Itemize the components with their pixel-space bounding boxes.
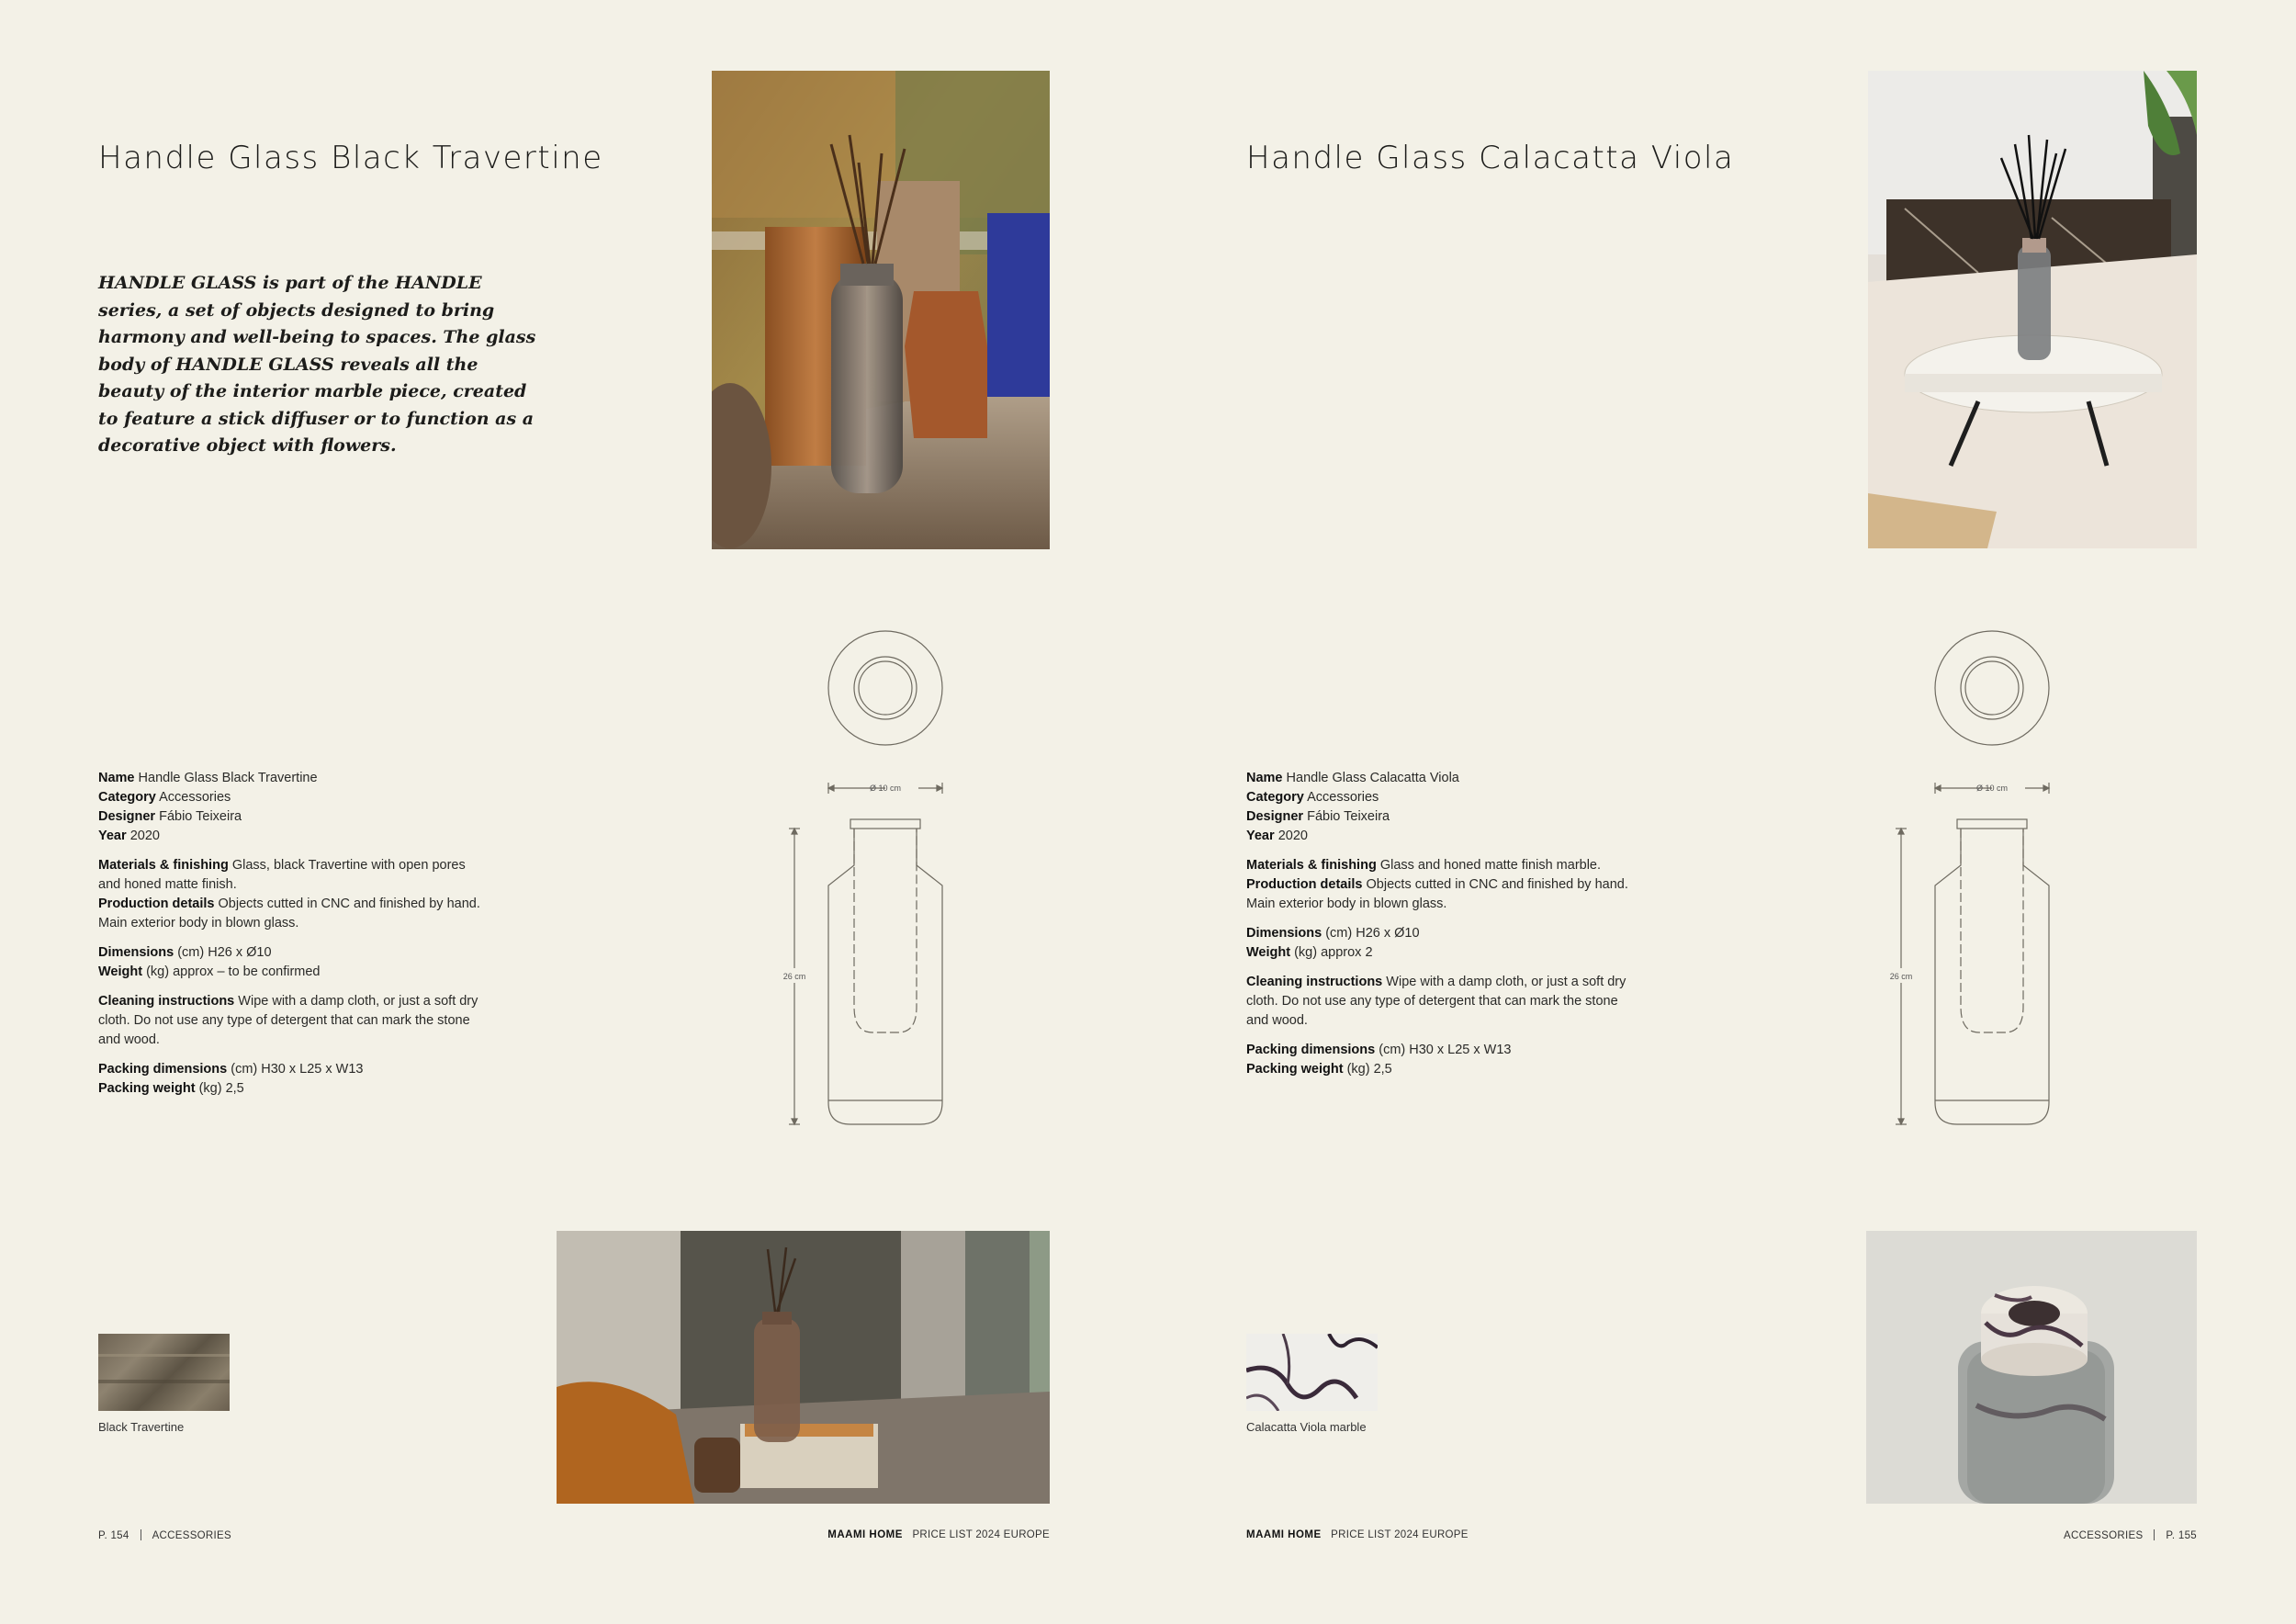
spec-cleaning: Wipe with a damp cloth, or just a soft dry — [238, 994, 478, 1009]
spec-designer: Fábio Teixeira — [1307, 809, 1390, 824]
page-number-left: P. 154 — [98, 1530, 129, 1541]
spec-label: Name — [1246, 771, 1283, 785]
spec-name: Handle Glass Black Travertine — [138, 771, 318, 785]
spec-production-cont: Main exterior body in blown glass. — [1246, 897, 1447, 911]
spec-production: Objects cutted in CNC and finished by hand. — [218, 897, 480, 911]
spec-label: Packing dimensions — [98, 1062, 228, 1077]
spec-label: Year — [98, 829, 127, 843]
spec-materials: Glass and honed matte finish marble. — [1379, 858, 1602, 873]
pricelist-label: PRICE LIST 2024 EUROPE — [1331, 1529, 1469, 1540]
spec-category: Accessories — [159, 790, 231, 805]
height-label: 26 cm — [1889, 972, 1913, 981]
spec-label: Weight — [98, 964, 143, 979]
pricelist-label: PRICE LIST 2024 EUROPE — [912, 1529, 1050, 1540]
spec-cleaning: Wipe with a damp cloth, or just a soft dry — [1386, 975, 1626, 989]
spec-label: Production details — [1246, 877, 1363, 892]
lifestyle-photo-interior — [557, 1231, 1050, 1504]
spec-cleaning-cont: cloth. Do not use any type of detergent that can mark the stone — [98, 1013, 470, 1028]
spec-label: Designer — [98, 809, 156, 824]
spec-name: Handle Glass Calacatta Viola — [1286, 771, 1459, 785]
spec-label: Name — [98, 771, 135, 785]
spec-list-right — [1246, 769, 1687, 1089]
spec-label: Production details — [98, 897, 215, 911]
page-number-right: P. 155 — [2166, 1530, 2197, 1541]
spec-label: Dimensions — [1246, 926, 1322, 941]
spec-label: Weight — [1246, 945, 1291, 960]
spec-label: Packing dimensions — [1246, 1043, 1376, 1057]
material-swatch-travertine — [98, 1334, 230, 1411]
diameter-label: Ø 10 cm — [1975, 784, 2009, 793]
technical-drawing-left — [771, 625, 955, 1139]
spec-label: Category — [1246, 790, 1304, 805]
lifestyle-photo-travertine — [712, 71, 1050, 549]
height-label: 26 cm — [782, 972, 806, 981]
spec-year: 2020 — [129, 829, 160, 843]
footer-right-brand — [1246, 1529, 1469, 1540]
section-label-right: ACCESSORIES — [2064, 1530, 2144, 1541]
swatch-caption-right: Calacatta Viola marble — [1246, 1420, 1367, 1434]
spec-cleaning-cont: and wood. — [98, 1032, 160, 1047]
spec-label: Materials & finishing — [1246, 858, 1377, 873]
spec-label: Designer — [1246, 809, 1304, 824]
spec-dimensions: (cm) H26 x Ø10 — [177, 945, 272, 960]
brand-name: MAAMI HOME — [1246, 1529, 1322, 1540]
spec-weight: (kg) approx 2 — [1294, 945, 1373, 960]
spec-weight: (kg) approx – to be confirmed — [146, 964, 321, 979]
product-intro: HANDLE GLASS is part of the HANDLE series, a set of objects designed to bring harmony and well-being to spaces. The glass body of HANDLE GLASS reveals all the beauty of the interior marble piece, created to feature a stick diffuser or to function as a decorative object with flowers. — [98, 273, 536, 456]
product-title-left: Handle Glass Black Travertine — [98, 140, 603, 176]
section-label-left: ACCESSORIES — [152, 1530, 231, 1541]
spec-label: Year — [1246, 829, 1275, 843]
spec-label: Cleaning instructions — [1246, 975, 1383, 989]
material-swatch-calacatta — [1246, 1334, 1378, 1411]
spec-production: Objects cutted in CNC and finished by hand. — [1366, 877, 1628, 892]
spec-production-cont: Main exterior body in blown glass. — [98, 916, 299, 930]
lifestyle-photo-calacatta — [1868, 71, 2197, 548]
spec-cleaning-cont: and wood. — [1246, 1013, 1308, 1028]
swatch-caption-left: Black Travertine — [98, 1420, 185, 1434]
spec-label: Packing weight — [1246, 1062, 1344, 1077]
spec-category: Accessories — [1307, 790, 1379, 805]
product-title-right: Handle Glass Calacatta Viola — [1246, 140, 1735, 176]
spec-materials: Glass, black Travertine with open pores — [231, 858, 466, 873]
spec-designer: Fábio Teixeira — [159, 809, 242, 824]
brand-name: MAAMI HOME — [827, 1529, 903, 1540]
footer-right-section — [2064, 1529, 2197, 1541]
footer-left-brand — [827, 1529, 1050, 1540]
spec-dimensions: (cm) H26 x Ø10 — [1325, 926, 1420, 941]
spec-year: 2020 — [1277, 829, 1308, 843]
spec-label: Packing weight — [98, 1081, 196, 1096]
spec-packing-dimensions: (cm) H30 x L25 x W13 — [1379, 1043, 1512, 1057]
spec-label: Cleaning instructions — [98, 994, 235, 1009]
spec-cleaning-cont: cloth. Do not use any type of detergent that can mark the stone — [1246, 994, 1618, 1009]
detail-photo-calacatta — [1866, 1231, 2197, 1504]
spec-packing-weight: (kg) 2,5 — [198, 1081, 244, 1096]
diameter-label: Ø 10 cm — [869, 784, 902, 793]
spec-list-left — [98, 769, 530, 1109]
spec-label: Dimensions — [98, 945, 174, 960]
spec-label: Materials & finishing — [98, 858, 229, 873]
spec-packing-dimensions: (cm) H30 x L25 x W13 — [231, 1062, 364, 1077]
footer-left-section — [98, 1529, 231, 1541]
technical-drawing-right — [1878, 625, 2062, 1139]
spec-materials-cont: and honed matte finish. — [98, 877, 237, 892]
spec-label: Category — [98, 790, 156, 805]
spec-packing-weight: (kg) 2,5 — [1346, 1062, 1392, 1077]
